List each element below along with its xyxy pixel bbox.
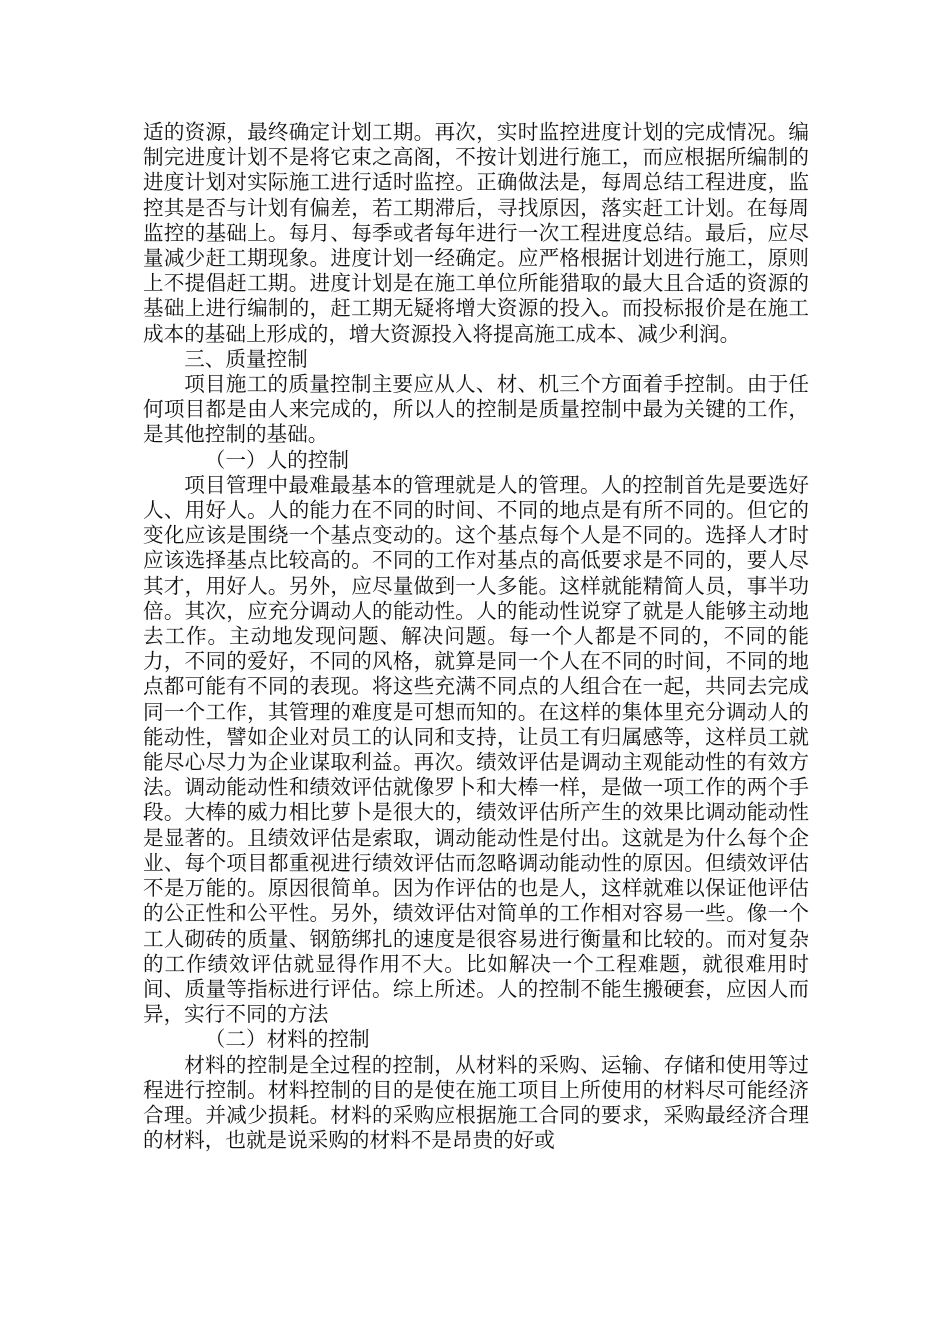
body-paragraph-1: 适的资源，最终确定计划工期。再次，实时监控进度计划的完成情况。编制完进度计划不是将它束之高阁，不按计划进行施工，而应根据所编制的进度计划对实际施工进行适时监控。正确做法是，每周总结工程进度，监控其是否与计划有偏差，若工期滞后，寻找原因，落实赶工计划。在每周监控的基础上。每月、每季或者每年进行一次工程进度总结。最后，应尽量减少赶工期现象。进度计划一经确定。应严格根据计划进行施工，原则上不提倡赶工期。进度计划是在施工单位所能猎取的最大且合适的资源的基础上进行编制的，赶工期无疑将增大资源的投入。而投标报价是在施工成本的基础上形成的，增大资源投入将提高施工成本、减少利润。 — [143, 120, 809, 346]
subsection-heading-material-control: （二）材料的控制 — [204, 1027, 370, 1052]
body-paragraph-3: 项目管理中最难最基本的管理就是人的管理。人的控制首先是要选好人、用好人。人的能力在不同的时间、不同的地点是有所不同的。但它的变化应该是围绕一个基点变动的。这个基点每个人是不同的。选择人才时应该选择基点比较高的。不同的工作对基点的高低要求是不同的，要人尽其才，用好人。另外，应尽量做到一人多能。这样就能精简人员，事半功倍。其次，应充分调动人的能动性。人的能动性说穿了就是人能够主动地去工作。主动地发现问题、解决问题。每一个人都是不同的，不同的能力，不同的爱好，不同的风格，就算是同一个人在不同的时间，不同的地点都可能有不同的表现。将这些充满不同点的人组合在一起，共同去完成同一个工作，其管理的难度是可想而知的。在这样的集体里充分调动人的能动性，譬如企业对员工的认同和支持，让员工有归属感等，这样员工就能尽心尽力为企业谋取利益。再次。绩效评估是调动主观能动性的有效方法。调动能动性和绩效评估就像罗卜和大棒一样，是做一项工作的两个手段。大棒的威力相比萝卜是很大的，绩效评估所产生的效果比调动能动性是显著的。且绩效评估是索取，调动能动性是付出。这就是为什么每个企业、每个项目都重视进行绩效评估而忽略调动能动性的原因。但绩效评估不是万能的。原因很简单。因为作评估的也是人，这样就难以保证他评估的公正性和公平性。另外，绩效评估对简单的工作相对容易一些。像一个工人砌砖的质量、钢筋绑扎的速度是很容易进行衡量和比较的。而对复杂的工作绩效评估就显得作用不大。比如解决一个工程难题，就很难用时间、质量等指标进行评估。综上所述。人的控制不能生搬硬套，应因人而异，实行不同的方法 — [143, 472, 809, 1027]
section-heading-quality-control: 三、质量控制 — [184, 346, 308, 371]
document-page — [143, 120, 809, 1153]
body-paragraph-4: 材料的控制是全过程的控制，从材料的采购、运输、存储和使用等过程进行控制。材料控制的目的是使在施工项目上所使用的材料尽可能经济合理。并减少损耗。材料的采购应根据施工合同的要求，采购最经济合理的材料，也就是说采购的材料不是昂贵的好或 — [143, 1052, 809, 1153]
subsection-heading-people-control: （一）人的控制 — [204, 447, 349, 472]
body-paragraph-2: 项目施工的质量控制主要应从人、材、机三个方面着手控制。由于任何项目都是由人来完成的，所以人的控制是质量控制中最为关键的工作，是其他控制的基础。 — [143, 372, 809, 447]
